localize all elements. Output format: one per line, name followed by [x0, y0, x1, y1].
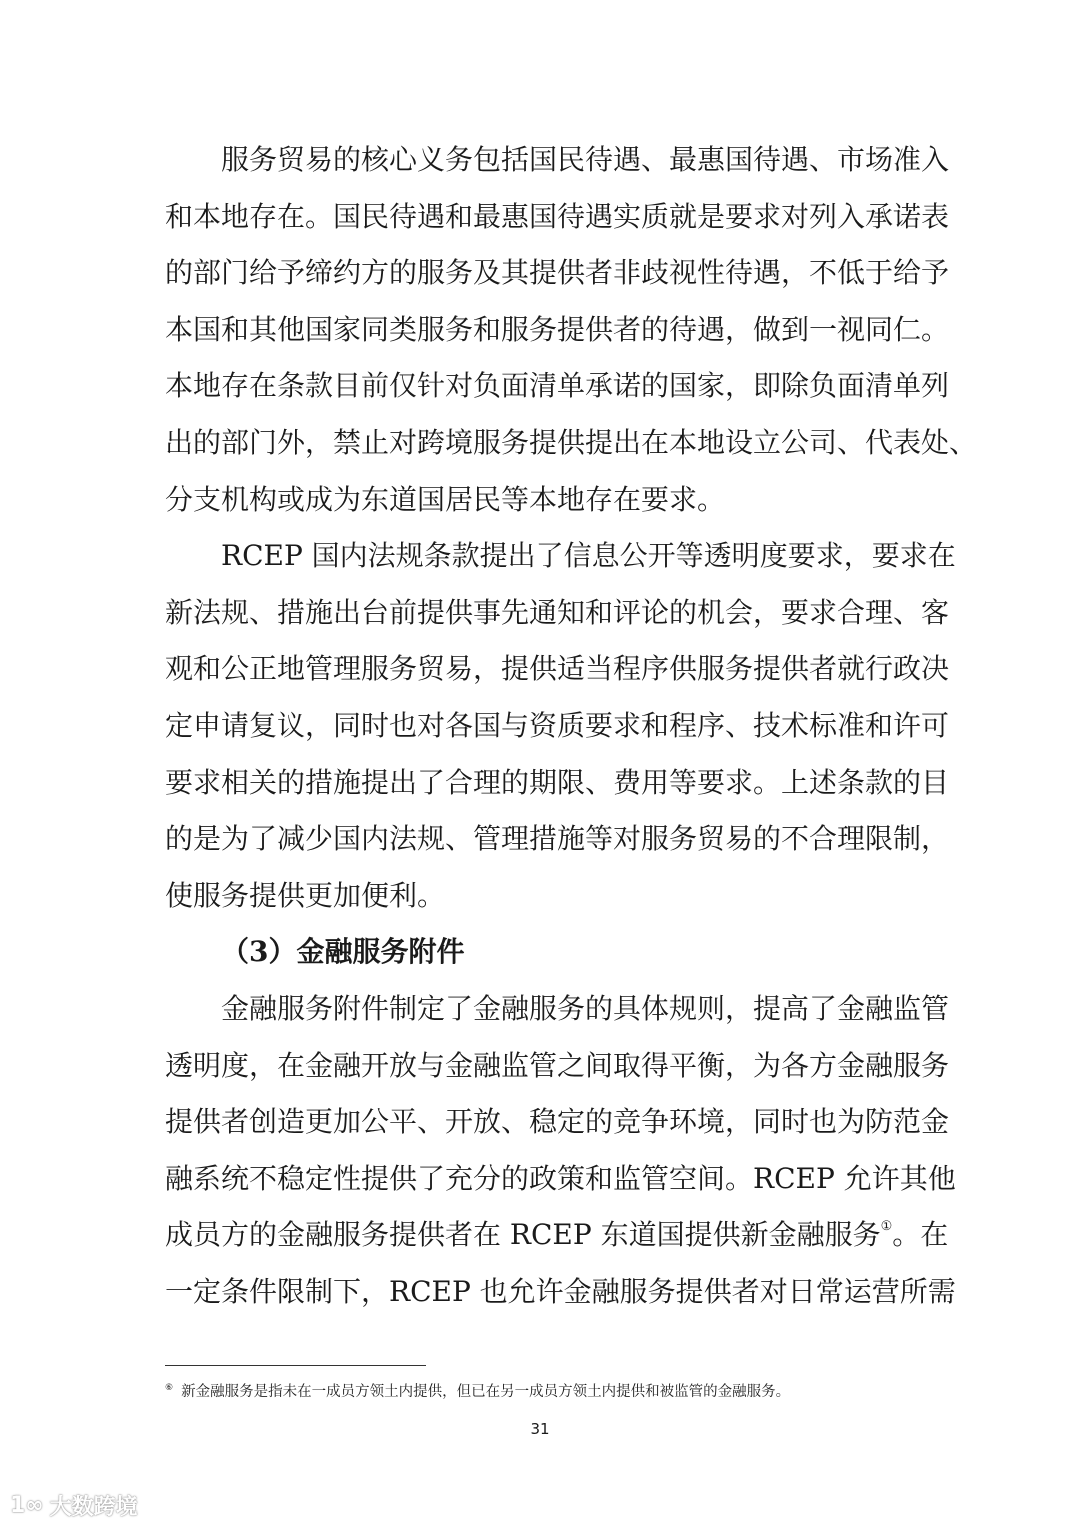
text-line: 新法规、措施出台前提供事先通知和评论的机会，要求合理、客 — [165, 595, 950, 629]
text-line-part: 成员方的金融服务提供者在 RCEP 东道国提供新金融服务 — [165, 1218, 881, 1252]
text-line: 要求相关的措施提出了合理的期限、费用等要求。上述条款的目 — [165, 765, 950, 799]
text-line: 透明度，在金融开放与金融监管之间取得平衡，为各方金融服务 — [165, 1048, 950, 1082]
watermark-logo-icon: 1∞ — [10, 1493, 44, 1518]
text-line: 本地存在条款目前仅针对负面清单承诺的国家，即除负面清单列 — [165, 369, 950, 403]
text-line: 一定条件限制下，RCEP 也允许金融服务提供者对日常运营所需 — [165, 1274, 956, 1308]
page-number: 31 — [530, 1420, 550, 1438]
footnote — [165, 1378, 790, 1402]
text-line: 服务贸易的核心义务包括国民待遇、最惠国待遇、市场准入 — [221, 143, 950, 176]
watermark-text: 大数跨境 — [49, 1495, 138, 1520]
footnote-marker: ⑥ — [165, 1383, 174, 1393]
text-line: RCEP 国内法规条款提出了信息公开等透明度要求，要求在 — [221, 539, 956, 573]
text-line — [165, 1207, 949, 1264]
text-line: 定申请复议，同时也对各国与资质要求和程序、技术标准和许可 — [165, 708, 950, 742]
document-body — [165, 132, 978, 1320]
text-line: 的部门给予缔约方的服务及其提供者非歧视性待遇，不低于给予 — [165, 256, 950, 290]
text-line: 提供者创造更加公平、开放、稳定的竞争环境，同时也为防范金 — [165, 1105, 950, 1139]
text-line: 的是为了减少国内法规、管理措施等对服务贸易的不合理限制， — [165, 822, 950, 856]
text-line: 和本地存在。国民待遇和最惠国待遇实质就是要求对列入承诺表 — [165, 199, 950, 233]
text-line: 金融服务附件制定了金融服务的具体规则，提高了金融监管 — [221, 991, 950, 1025]
text-line: 出的部门外，禁止对跨境服务提供提出在本地设立公司、代表处、 — [165, 425, 978, 459]
text-line-part: 。在 — [892, 1218, 949, 1252]
footnote-text: 新金融服务是指未在一成员方领土内提供，但已在另一成员方领土内提供和被监管的金融服务。 — [181, 1384, 791, 1400]
text-line: 本国和其他国家同类服务和服务提供者的待遇，做到一视同仁。 — [165, 312, 950, 346]
section-heading: （3）金融服务附件 — [221, 935, 465, 969]
footnote-ref[interactable]: ① — [880, 1219, 893, 1235]
text-line: 观和公正地管理服务贸易，提供适当程序供服务提供者就行政决 — [165, 652, 950, 686]
text-line: 分支机构或成为东道国居民等本地存在要求。 — [165, 482, 726, 516]
footnote-divider — [165, 1365, 426, 1366]
text-line: 使服务提供更加便利。 — [165, 878, 446, 912]
watermark — [10, 1490, 138, 1521]
text-line: 融系统不稳定性提供了充分的政策和监管空间。RCEP 允许其他 — [165, 1161, 956, 1195]
